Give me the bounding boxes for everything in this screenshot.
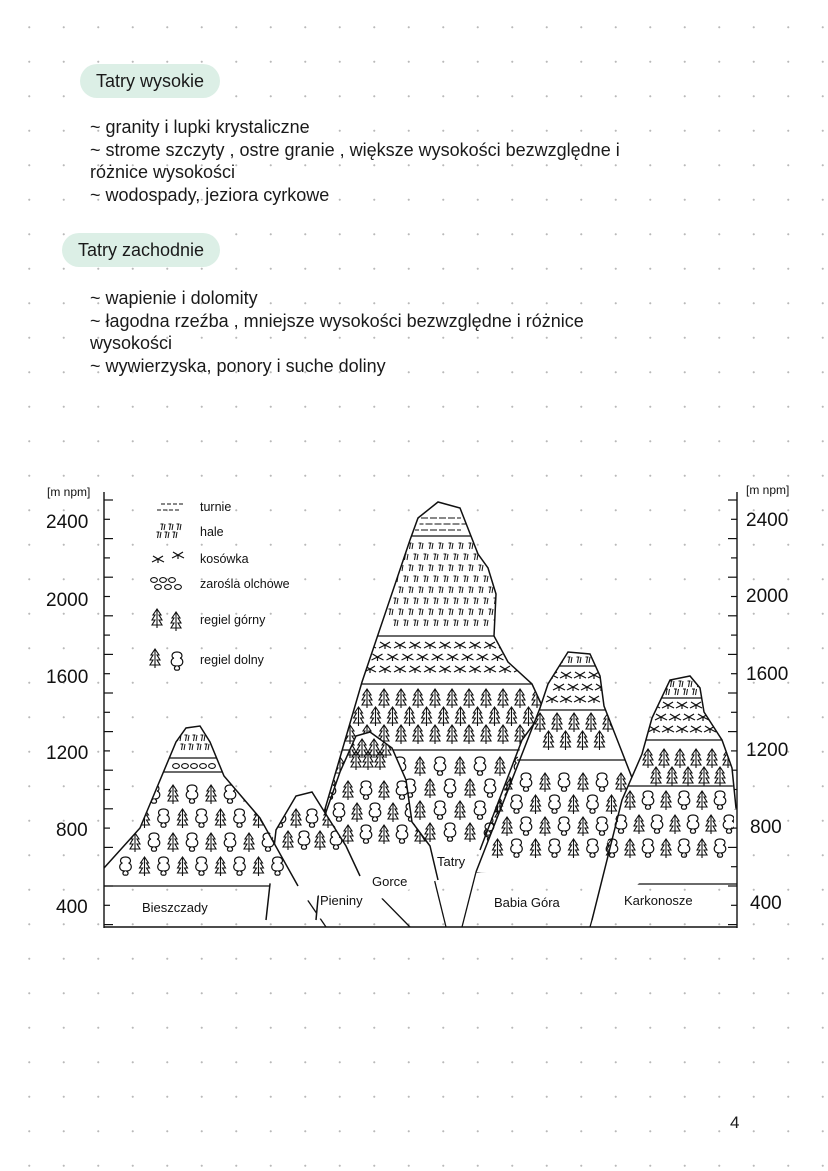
vegetation-symbol	[120, 809, 132, 827]
note-line: ~ strome szczyty , ostre granie , większe wysokości bezwzględne i różnice wysokości	[90, 139, 620, 182]
deciduous-tree-icon	[150, 649, 183, 670]
tick-label: 2000	[746, 586, 789, 607]
vegetation-symbol	[697, 839, 707, 858]
legend-label: regiel dolny	[200, 653, 264, 667]
tick-label: 400	[56, 897, 88, 918]
vegetation-symbol	[514, 642, 526, 649]
tick-label: 1200	[746, 740, 789, 761]
tick-label: 400	[750, 893, 782, 914]
axis-labels-left	[46, 512, 88, 918]
range-label: Pieniny	[320, 893, 363, 908]
vegetation-symbol	[711, 714, 723, 721]
mountain-bieszczady	[100, 726, 300, 886]
vegetation-symbol	[704, 702, 716, 709]
note-line: ~ wodospady, jeziora cyrkowe	[90, 184, 330, 205]
vegetation-symbol	[314, 757, 326, 775]
note-line: ~ łagodna rzeźba , mniejsze wysokości bezwzględne i różnice wysokości	[90, 310, 584, 353]
vegetation-symbol	[282, 785, 292, 804]
tick-label: 1200	[46, 743, 89, 764]
range-label: Tatry	[437, 854, 466, 869]
grass-tufts-icon	[157, 524, 182, 538]
vegetation-symbol	[484, 554, 489, 560]
vegetation-symbol	[110, 785, 122, 803]
vegetation-symbol	[345, 689, 355, 708]
dwarf-pine-icon	[152, 552, 184, 563]
tick-label: 2400	[746, 510, 789, 531]
legend	[150, 500, 290, 670]
note-line: ~ wapienie i dolomity	[90, 288, 258, 308]
tick-label: 1600	[46, 667, 89, 688]
range-label: Gorce	[372, 874, 408, 889]
vegetation-symbol	[479, 543, 484, 549]
note-line: ~ wywierzyska, ponory i suche doliny	[90, 355, 386, 376]
range-label: Babia Góra	[494, 895, 560, 910]
legend-label: kosówka	[200, 552, 249, 566]
vegetation-symbol	[389, 565, 394, 571]
vegetation-symbol	[110, 833, 122, 851]
vegetation-symbol	[494, 576, 499, 582]
vegetation-symbol	[130, 785, 140, 804]
unit-label-left: [m npm]	[47, 485, 91, 499]
vegetation-symbol	[262, 785, 274, 803]
legend-label: regiel górny	[200, 613, 266, 627]
vegetation-symbol	[489, 543, 494, 549]
tick-label: 2000	[46, 590, 89, 611]
unit-label-right: [m npm]	[746, 483, 790, 497]
legend-label: turnie	[200, 500, 232, 514]
vegetation-symbol	[494, 554, 499, 560]
vegetation-symbol	[507, 654, 519, 661]
tick-label: 1600	[746, 664, 789, 685]
legend-label: hale	[200, 525, 224, 539]
vegetation-symbol	[244, 785, 254, 804]
vegetation-symbol	[522, 654, 534, 661]
vegetation-symbol	[394, 554, 399, 560]
rock-peaks-icon	[157, 504, 183, 510]
vegetation-symbol	[295, 757, 305, 776]
spruce-tree-icon	[152, 609, 181, 631]
alder-shrub-icon	[151, 578, 182, 590]
tick-label: 800	[56, 820, 88, 841]
vegetation-symbol	[399, 543, 404, 549]
vegetation-symbol	[661, 681, 666, 687]
section-title: Tatry zachodnie	[62, 233, 220, 267]
range-label: Bieszczady	[142, 900, 208, 915]
range-label: Karkonosze	[624, 893, 693, 908]
page-number: 4	[730, 1113, 740, 1132]
section-title: Tatry wysokie	[80, 64, 220, 98]
vegetation-symbol	[714, 839, 726, 857]
right-axis	[728, 492, 737, 928]
legend-label: zarośla olchowe	[200, 577, 290, 591]
vegetation-symbol	[723, 815, 735, 833]
tick-label: 2400	[46, 512, 89, 533]
vegetation-symbol	[389, 543, 394, 549]
tick-label: 800	[750, 817, 782, 838]
note-line: ~ granity i lupki krystaliczne	[90, 117, 310, 137]
axis-labels-right	[746, 510, 788, 914]
